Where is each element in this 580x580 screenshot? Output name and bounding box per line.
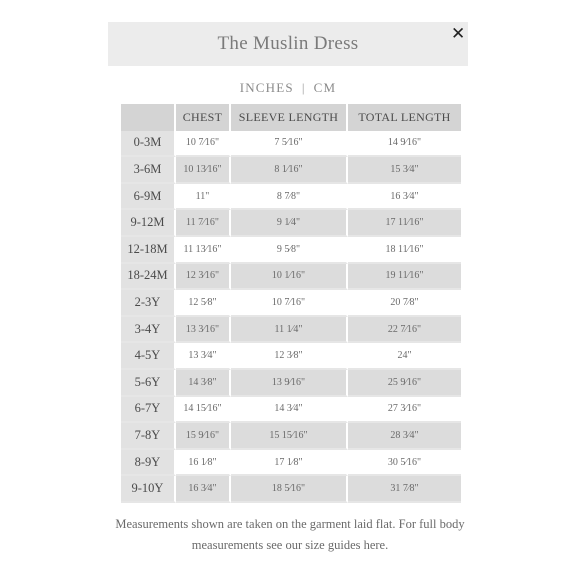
- modal-title: The Muslin Dress: [217, 33, 359, 54]
- total-length-cell: 14 9⁄16": [348, 131, 461, 158]
- table-row: [121, 450, 461, 477]
- note-end: .: [385, 538, 389, 552]
- chest-cell: 15 9⁄16": [176, 423, 231, 450]
- total-length-cell: 17 11⁄16": [348, 210, 461, 237]
- chest-cell: 16 3⁄4": [176, 476, 231, 503]
- chest-cell: 16 1⁄8": [176, 450, 231, 477]
- sleeve-length-cell: 10 7⁄16": [231, 290, 348, 317]
- table-row: [121, 157, 461, 184]
- sleeve-length-cell: 15 15⁄16": [231, 423, 348, 450]
- sleeve-length-cell: 7 5⁄16": [231, 131, 348, 158]
- total-length-cell: 20 7⁄8": [348, 290, 461, 317]
- unit-separator: |: [301, 80, 306, 95]
- total-length-cell: 19 11⁄16": [348, 264, 461, 291]
- sleeve-length-cell: 8 7⁄8": [231, 184, 348, 211]
- size-cell: 8-9Y: [121, 450, 176, 477]
- table-row: [121, 131, 461, 158]
- sleeve-length-cell: 9 5⁄8": [231, 237, 348, 264]
- sleeve-length-cell: 14 3⁄4": [231, 397, 348, 424]
- total-length-cell: 30 5⁄16": [348, 450, 461, 477]
- chest-cell: 13 3⁄16": [176, 317, 231, 344]
- table-row: [121, 343, 461, 370]
- table-row: [121, 184, 461, 211]
- size-cell: 3-4Y: [121, 317, 176, 344]
- chest-cell: 14 3⁄8": [176, 370, 231, 397]
- size-cell: 6-9M: [121, 184, 176, 211]
- table-row: [121, 423, 461, 450]
- chest-cell: 14 15⁄16": [176, 397, 231, 424]
- size-cell: 2-3Y: [121, 290, 176, 317]
- size-chart-modal: [108, 22, 468, 95]
- size-cell: 0-3M: [121, 131, 176, 158]
- size-guides-link[interactable]: size guides here: [305, 538, 386, 552]
- chest-cell: 11 7⁄16": [176, 210, 231, 237]
- unit-cm-button[interactable]: CM: [313, 80, 337, 95]
- size-cell: 7-8Y: [121, 423, 176, 450]
- total-length-cell: 25 9⁄16": [348, 370, 461, 397]
- chest-cell: 11": [176, 184, 231, 211]
- table-row: [121, 290, 461, 317]
- size-cell: 18-24M: [121, 264, 176, 291]
- note-text: Measurements shown are taken on the garment laid flat. For full body measurements see our: [115, 517, 465, 552]
- sleeve-length-cell: 17 1⁄8": [231, 450, 348, 477]
- size-cell: 6-7Y: [121, 397, 176, 424]
- table-row: [121, 370, 461, 397]
- total-length-cell: 22 7⁄16": [348, 317, 461, 344]
- size-cell: 12-18M: [121, 237, 176, 264]
- total-length-cell: 31 7⁄8": [348, 476, 461, 503]
- header-sleeve-length: SLEEVE LENGTH: [231, 104, 348, 131]
- unit-toggle: [108, 80, 468, 96]
- chest-cell: 10 13⁄16": [176, 157, 231, 184]
- close-icon[interactable]: ✕: [451, 24, 466, 44]
- header-total-length: TOTAL LENGTH: [348, 104, 461, 131]
- size-cell: 5-6Y: [121, 370, 176, 397]
- sleeve-length-cell: 18 5⁄16": [231, 476, 348, 503]
- table-row: [121, 317, 461, 344]
- size-cell: 3-6M: [121, 157, 176, 184]
- table-row: [121, 210, 461, 237]
- unit-inches-button[interactable]: INCHES: [239, 80, 294, 95]
- table-row: [121, 264, 461, 291]
- table-row: [121, 476, 461, 503]
- sleeve-length-cell: 12 3⁄8": [231, 343, 348, 370]
- chest-cell: 12 3⁄16": [176, 264, 231, 291]
- chest-cell: 10 7⁄16": [176, 131, 231, 158]
- table-row: [121, 237, 461, 264]
- chest-cell: 13 3⁄4": [176, 343, 231, 370]
- sleeve-length-cell: 8 1⁄16": [231, 157, 348, 184]
- header-chest: CHEST: [176, 104, 231, 131]
- header-size: [121, 104, 176, 131]
- total-length-cell: 28 3⁄4": [348, 423, 461, 450]
- size-table: [121, 104, 461, 503]
- sleeve-length-cell: 13 9⁄16": [231, 370, 348, 397]
- total-length-cell: 15 3⁄4": [348, 157, 461, 184]
- total-length-cell: 27 3⁄16": [348, 397, 461, 424]
- modal-title-bar: [108, 22, 468, 66]
- sleeve-length-cell: 10 1⁄16": [231, 264, 348, 291]
- measurement-note: [108, 514, 472, 556]
- total-length-cell: 18 11⁄16": [348, 237, 461, 264]
- chest-cell: 12 5⁄8": [176, 290, 231, 317]
- size-cell: 9-10Y: [121, 476, 176, 503]
- total-length-cell: 16 3⁄4": [348, 184, 461, 211]
- table-header-row: [121, 104, 461, 131]
- chest-cell: 11 13⁄16": [176, 237, 231, 264]
- table-row: [121, 397, 461, 424]
- sleeve-length-cell: 11 1⁄4": [231, 317, 348, 344]
- total-length-cell: 24": [348, 343, 461, 370]
- size-cell: 4-5Y: [121, 343, 176, 370]
- sleeve-length-cell: 9 1⁄4": [231, 210, 348, 237]
- size-cell: 9-12M: [121, 210, 176, 237]
